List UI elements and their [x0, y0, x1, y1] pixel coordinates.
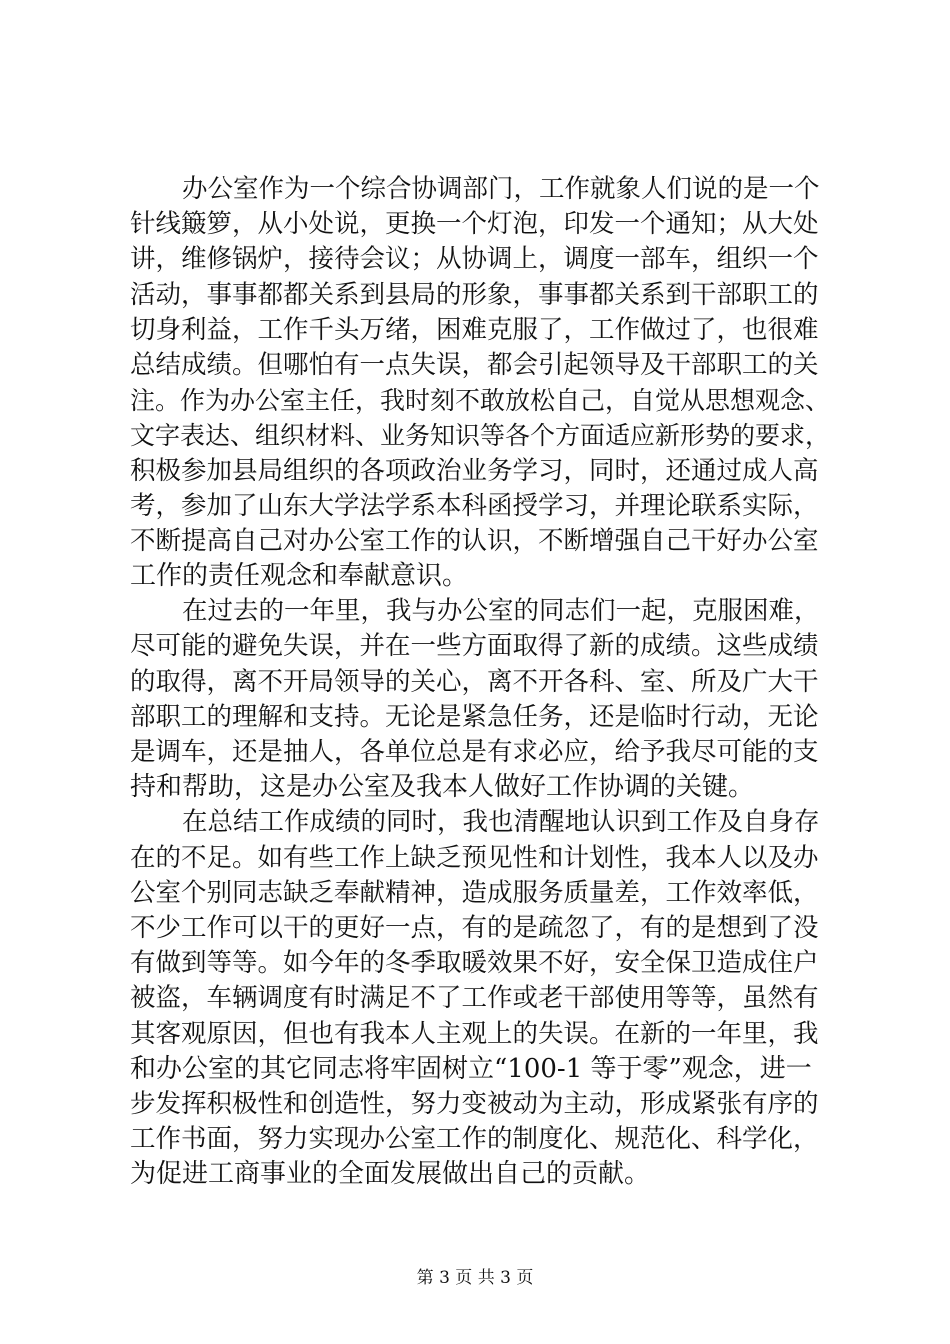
paragraph-3-line-3: 公室个别同志缺乏奉献精神，造成服务质量差，工作效率低，: [130, 877, 819, 908]
paragraph-1-line-11: 不断提高自己对办公室工作的认识，不断增强自己干好办公室: [130, 525, 819, 556]
paragraph-1-line-2: 针线簸箩，从小处说，更换一个灯泡，印发一个通知；从大处: [130, 209, 819, 240]
paragraph-2-line-3: 的取得，离不开局领导的关心，离不开各科、室、所及广大干: [130, 666, 819, 697]
paragraph-3-line-2: 在的不足。如有些工作上缺乏预见性和计划性，我本人以及办: [130, 842, 819, 873]
page-footer: [0, 1267, 950, 1289]
paragraph-3-line-11: 为促进工商事业的全面发展做出自己的贡献。: [130, 1159, 651, 1190]
paragraph-3-line-9: 步发挥积极性和创造性，努力变被动为主动，形成紧张有序的: [130, 1088, 819, 1119]
paragraph-3-line-7: 其客观原因，但也有我本人主观上的失误。在新的一年里，我: [130, 1018, 819, 1049]
paragraph-1-line-12: 工作的责任观念和奉献意识。: [130, 561, 469, 592]
paragraph-2-line-5: 是调车，还是抽人，各单位总是有求必应，给予我尽可能的支: [130, 737, 819, 767]
paragraph-2-line-6: 持和帮助，这是办公室及我本人做好工作协调的关键。: [130, 772, 755, 803]
paragraph-1-line-3: 讲，维修锅炉，接待会议；从协调上，调度一部车，组织一个: [130, 244, 819, 275]
paragraph-3-line-6: 被盗，车辆调度有时满足不了工作或老干部使用等等，虽然有: [130, 983, 819, 1014]
paragraph-1-line-8: 文字表达、组织材料、业务知识等各个方面适应新形势的要求，: [130, 421, 831, 451]
paragraph-1-line-9: 积极参加县局组织的各项政治业务学习，同时，还通过成人高: [130, 455, 819, 486]
page-number-label: 第 3 页 共 3 页: [416, 1268, 534, 1288]
paragraph-2-line-2: 尽可能的避免失误，并在一些方面取得了新的成绩。这些成绩: [130, 631, 819, 662]
paragraph-3-line-8: 和办公室的其它同志将牢固树立“100-1 等于零”观念，进一: [130, 1053, 812, 1084]
paragraph-2-line-4: 部职工的理解和支持。无论是紧急任务，还是临时行动，无论: [130, 701, 819, 732]
paragraph-1-line-10: 考，参加了山东大学法学系本科函授学习，并理论联系实际，: [130, 490, 819, 521]
paragraph-3-line-5: 有做到等等。如今年的冬季取暖效果不好，安全保卫造成住户: [130, 948, 819, 979]
body-text: [130, 172, 830, 1192]
paragraph-2-line-1: 在过去的一年里，我与办公室的同志们一起，克服困难，: [182, 596, 820, 627]
paragraph-1-line-7: 注。作为办公室主任，我时刻不敢放松自己，自觉从思想观念、: [130, 386, 831, 416]
paragraph-1-line-5: 切身利益，工作千头万绪，困难克服了，工作做过了，也很难: [130, 314, 819, 345]
paragraph-1-line-4: 活动，事事都都关系到县局的形象，事事都关系到干部职工的: [130, 279, 819, 310]
paragraph-3-line-4: 不少工作可以干的更好一点，有的是疏忽了，有的是想到了没: [130, 912, 819, 943]
paragraph-1-line-6: 总结成绩。但哪怕有一点失误，都会引起领导及干部职工的关: [130, 349, 819, 380]
paragraph-3-line-10: 工作书面，努力实现办公室工作的制度化、规范化、科学化，: [130, 1124, 819, 1155]
paragraph-3-line-1: 在总结工作成绩的同时，我也清醒地认识到工作及自身存: [182, 807, 820, 838]
paragraph-1-line-1: 办公室作为一个综合协调部门，工作就象人们说的是一个: [182, 174, 820, 204]
